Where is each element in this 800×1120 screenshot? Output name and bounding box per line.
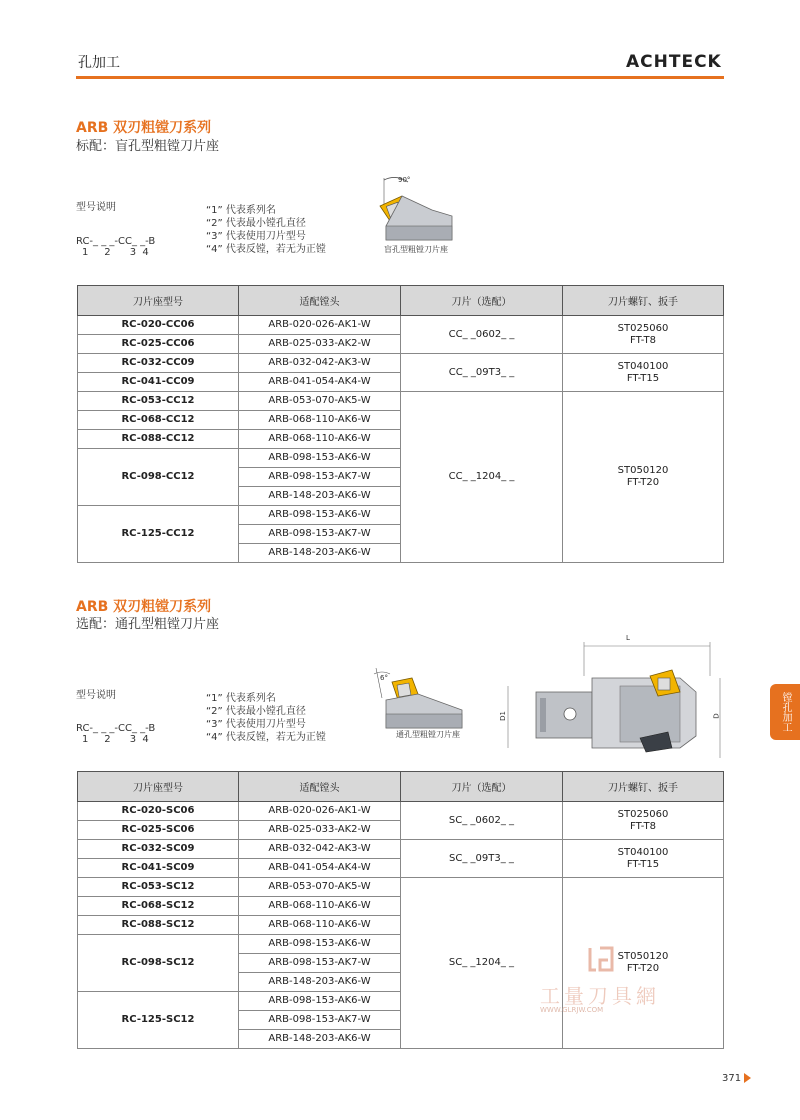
section2-model-digits: 1 2 3 4 (82, 734, 149, 745)
boring-head-cell: ARB-025-033-AK2-W (239, 335, 401, 354)
section2-subtitle: 选配：通孔型粗镗刀片座 (76, 617, 220, 632)
holder-model-cell: RC-020-CC06 (78, 316, 239, 335)
holder-model-cell: RC-068-SC12 (78, 897, 239, 916)
legend-item: “3” 代表使用刀片型号 (206, 719, 306, 730)
table-row (78, 878, 724, 897)
brand-logo: ACHTECK (626, 52, 722, 72)
header-screw-wrench: 刀片螺钉、扳手 (563, 772, 724, 802)
boring-head-cell: ARB-068-110-AK6-W (239, 897, 401, 916)
screw-cell (563, 316, 724, 354)
screw-cell (563, 802, 724, 840)
screw-code: ST025060 (617, 808, 669, 820)
boring-head-cell: ARB-041-054-AK4-W (239, 859, 401, 878)
boring-head-cell: ARB-098-153-AK7-W (239, 954, 401, 973)
page-category: 孔加工 (78, 55, 120, 71)
holder-model-cell: RC-053-CC12 (78, 392, 239, 411)
section2-model-code: RC-_ _ _-CC_ _-B (76, 723, 156, 734)
screw-cell (563, 840, 724, 878)
section1-angle: 90° (398, 176, 411, 184)
table-row (78, 392, 724, 411)
boring-head-cell: ARB-148-203-AK6-W (239, 1030, 401, 1049)
header-holder-model: 刀片座型号 (78, 286, 239, 316)
legend-item: “4” 代表反镗，若无为正镗 (206, 244, 326, 255)
blind-hole-holder-image (372, 172, 462, 250)
holder-model-cell: RC-041-CC09 (78, 373, 239, 392)
legend-item: “1” 代表系列名 (206, 693, 276, 704)
wrench-code: FT-T20 (626, 963, 660, 974)
wrench-code: FT-T8 (630, 820, 656, 832)
side-section-tab[interactable] (770, 684, 800, 740)
boring-head-cell: ARB-098-153-AK6-W (239, 935, 401, 954)
holder-model-cell: RC-020-SC06 (78, 802, 239, 821)
wrench-code: FT-T15 (626, 858, 660, 870)
header-boring-head: 适配镗头 (239, 772, 401, 802)
boring-head-cell: ARB-148-203-AK6-W (239, 544, 401, 563)
holder-model-cell: RC-053-SC12 (78, 878, 239, 897)
header-divider (76, 76, 724, 79)
holder-model-cell: RC-032-CC09 (78, 354, 239, 373)
wrench-code: FT-T20 (626, 477, 660, 488)
screw-code: ST040100 (617, 846, 669, 858)
boring-head-drawing (500, 636, 730, 766)
boring-head-cell: ARB-098-153-AK7-W (239, 468, 401, 487)
section2-image-caption: 通孔型粗镗刀片座 (396, 730, 460, 739)
screw-code: ST040100 (617, 360, 669, 372)
wrench-code: FT-T8 (630, 334, 656, 346)
section2-title: ARB 双刃粗镗刀系列 (76, 599, 212, 615)
boring-head-cell: ARB-098-153-AK6-W (239, 992, 401, 1011)
section1-model-code: RC-_ _ _-CC_ _-B (76, 236, 156, 247)
insert-cell: CC_ _0602_ _ (401, 316, 563, 354)
boring-head-cell: ARB-053-070-AK5-W (239, 878, 401, 897)
legend-item: “2” 代表最小镗孔直径 (206, 706, 306, 717)
boring-head-cell: ARB-020-026-AK1-W (239, 802, 401, 821)
table-row (78, 840, 724, 859)
wrench-code: FT-T15 (626, 372, 660, 384)
table-row (78, 316, 724, 335)
boring-head-cell: ARB-041-054-AK4-W (239, 373, 401, 392)
header-holder-model: 刀片座型号 (78, 772, 239, 802)
screw-code: ST025060 (617, 322, 669, 334)
header-insert: 刀片（选配） (401, 772, 563, 802)
boring-head-cell: ARB-025-033-AK2-W (239, 821, 401, 840)
watermark-text: 工量刀具網 (540, 984, 660, 1008)
header-screw-wrench: 刀片螺钉、扳手 (563, 286, 724, 316)
holder-model-cell: RC-025-SC06 (78, 821, 239, 840)
holder-model-cell: RC-088-CC12 (78, 430, 239, 449)
boring-head-cell: ARB-098-153-AK6-W (239, 449, 401, 468)
holder-model-cell: RC-088-SC12 (78, 916, 239, 935)
legend-item: “4” 代表反镗，若无为正镗 (206, 732, 326, 743)
section1-spec-table (77, 285, 724, 563)
boring-head-cell: ARB-020-026-AK1-W (239, 316, 401, 335)
insert-cell: CC_ _09T3_ _ (401, 354, 563, 392)
boring-head-cell: ARB-098-153-AK7-W (239, 1011, 401, 1030)
table-header-row (78, 772, 724, 802)
holder-model-cell: RC-041-SC09 (78, 859, 239, 878)
insert-cell: CC_ _1204_ _ (401, 392, 563, 563)
section2-angle: 6° (380, 674, 388, 682)
screw-code: ST050120 (617, 951, 669, 962)
through-hole-holder-image (368, 660, 464, 740)
boring-head-cell: ARB-068-110-AK6-W (239, 430, 401, 449)
holder-model-cell: RC-125-SC12 (78, 992, 239, 1049)
insert-cell: SC_ _0602_ _ (401, 802, 563, 840)
legend-item: “3” 代表使用刀片型号 (206, 231, 306, 242)
holder-model-cell: RC-025-CC06 (78, 335, 239, 354)
screw-cell (563, 354, 724, 392)
holder-model-cell: RC-098-CC12 (78, 449, 239, 506)
insert-cell: SC_ _09T3_ _ (401, 840, 563, 878)
section1-model-label: 型号说明 (76, 202, 116, 213)
watermark-logo-icon (586, 944, 616, 974)
next-page-arrow-icon (744, 1073, 751, 1083)
dim-length-label: L (626, 634, 630, 642)
boring-head-cell: ARB-068-110-AK6-W (239, 916, 401, 935)
section1-image-caption: 盲孔型粗镗刀片座 (384, 245, 448, 254)
dim-d1-label: D1 (498, 711, 507, 721)
section1-model-digits: 1 2 3 4 (82, 247, 149, 258)
table-row (78, 802, 724, 821)
insert-cell: SC_ _1204_ _ (401, 878, 563, 1049)
boring-head-cell: ARB-098-153-AK7-W (239, 525, 401, 544)
boring-head-cell: ARB-098-153-AK6-W (239, 506, 401, 525)
legend-item: “2” 代表最小镗孔直径 (206, 218, 306, 229)
watermark-url: WWW.GLRJW.COM (540, 1006, 604, 1014)
holder-model-cell: RC-032-SC09 (78, 840, 239, 859)
section2-legend (206, 692, 326, 744)
page-number: 371 (722, 1073, 742, 1084)
screw-cell (563, 392, 724, 563)
header-boring-head: 适配镗头 (239, 286, 401, 316)
side-tab-label: 镗孔加工 (780, 692, 791, 732)
holder-model-cell: RC-098-SC12 (78, 935, 239, 992)
screw-code: ST050120 (617, 465, 669, 476)
boring-head-cell: ARB-053-070-AK5-W (239, 392, 401, 411)
legend-item: “1” 代表系列名 (206, 205, 276, 216)
holder-model-cell: RC-125-CC12 (78, 506, 239, 563)
table-header-row (78, 286, 724, 316)
boring-head-cell: ARB-068-110-AK6-W (239, 411, 401, 430)
boring-head-cell: ARB-148-203-AK6-W (239, 487, 401, 506)
table-row (78, 354, 724, 373)
section1-legend (206, 204, 326, 256)
section1-subtitle: 标配：盲孔型粗镗刀片座 (76, 139, 220, 154)
section2-model-label: 型号说明 (76, 690, 116, 701)
section1-title: ARB 双刃粗镗刀系列 (76, 120, 212, 136)
dim-d-label: D (712, 713, 721, 719)
boring-head-cell: ARB-032-042-AK3-W (239, 354, 401, 373)
boring-head-cell: ARB-148-203-AK6-W (239, 973, 401, 992)
header-insert: 刀片（选配） (401, 286, 563, 316)
boring-head-cell: ARB-032-042-AK3-W (239, 840, 401, 859)
holder-model-cell: RC-068-CC12 (78, 411, 239, 430)
